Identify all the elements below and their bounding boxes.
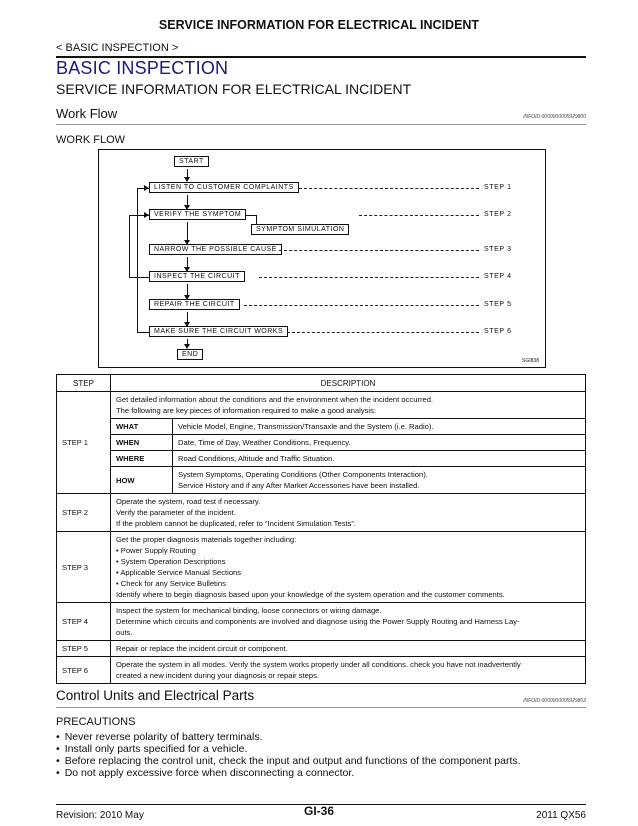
- flow-connector: [246, 215, 256, 216]
- section-subtitle: SERVICE INFORMATION FOR ELECTRICAL INCIDENT: [56, 81, 412, 97]
- table-row: [57, 392, 586, 419]
- flow-step-2: STEP 2: [484, 211, 512, 218]
- value-how-line: Service History and if any After Market Accessories have been installed.: [178, 481, 420, 490]
- list-item: • Never reverse polarity of battery terminals.: [56, 731, 521, 743]
- step-2-line: Operate the system, road test if necessary.: [116, 497, 261, 506]
- flow-loop-line: [129, 215, 130, 278]
- step-2-description: [111, 494, 586, 532]
- steps-table: [56, 374, 586, 684]
- flow-end: END: [177, 349, 203, 360]
- flow-box-narrow: NARROW THE POSSIBLE CAUSE: [149, 244, 282, 255]
- flow-box-make-sure: MAKE SURE THE CIRCUIT WORKS: [149, 326, 288, 337]
- footer-revision: Revision: 2010 May: [56, 810, 144, 821]
- flow-loop-line: [129, 277, 149, 278]
- figure-code: SGI838: [522, 358, 539, 364]
- step-5-label: STEP 5: [57, 641, 111, 657]
- precautions-list: [56, 731, 521, 779]
- step-3-line: • System Operation Descriptions: [116, 557, 226, 566]
- table-row: [57, 641, 586, 657]
- flow-box-verify: VERIFY THE SYMPTOM: [149, 209, 246, 220]
- step-5-description: Repair or replace the incident circuit or component.: [111, 641, 586, 657]
- step-4-line: Inspect the system for mechanical binding, loose connectors or wiring damage.: [116, 606, 382, 615]
- table-header-row: [57, 375, 586, 392]
- table-row: [57, 467, 586, 494]
- step-4-label: STEP 4: [57, 603, 111, 641]
- value-how-line: System Symptoms, Operating Conditions (Other Components Interaction).: [178, 470, 428, 479]
- flow-dash-line: [279, 250, 479, 251]
- step-3-line: • Check for any Service Bulletins: [116, 579, 226, 588]
- list-item: • Do not apply excessive force when disconnecting a connector.: [56, 767, 521, 779]
- table-row: [57, 532, 586, 603]
- flow-loop-line: [137, 188, 138, 333]
- flow-box-listen: LISTEN TO CUSTOMER COMPLAINTS: [149, 182, 299, 193]
- flow-start: START: [174, 156, 209, 167]
- value-where: Road Conditions, Altitude and Traffic Situation.: [173, 451, 586, 467]
- flow-loop-line: [137, 332, 149, 333]
- control-units-heading: Control Units and Electrical Parts: [56, 688, 255, 703]
- step-2-label: STEP 2: [57, 494, 111, 532]
- table-row: [57, 494, 586, 532]
- step-2-line: If the problem cannot be duplicated, refer to “Incident Simulation Tests”.: [116, 519, 357, 528]
- column-header-description: DESCRIPTION: [111, 375, 586, 392]
- key-what: WHAT: [111, 419, 173, 435]
- precautions-label: PRECAUTIONS: [56, 716, 136, 728]
- column-header-step: STEP: [57, 375, 111, 392]
- step-3-description: [111, 532, 586, 603]
- step-4-description: [111, 603, 586, 641]
- list-item: • Install only parts specified for a vehicle.: [56, 743, 521, 755]
- flow-dash-line: [287, 332, 479, 333]
- value-what: Vehicle Model, Engine, Transmission/Transaxle and the System (i.e. Radio).: [173, 419, 586, 435]
- flow-arrow: [144, 212, 149, 218]
- flow-box-simulation: SYMPTOM SIMULATION: [251, 224, 349, 235]
- step-6-line: Operate the system in all modes. Verify the system works properly under all conditions. check you have not inadvertently: [116, 660, 521, 669]
- work-flow-ref-id: INFOID:0000000005929800: [523, 114, 586, 120]
- table-row: [57, 657, 586, 684]
- list-item: • Before replacing the control unit, check the input and output and functions of the component parts.: [56, 755, 521, 767]
- step-3-line: • Power Supply Routing: [116, 546, 196, 555]
- flow-dash-line: [299, 188, 479, 189]
- table-row: [57, 603, 586, 641]
- key-how: HOW: [111, 467, 173, 494]
- flow-step-5: STEP 5: [484, 301, 512, 308]
- flow-step-4: STEP 4: [484, 273, 512, 280]
- flow-box-repair: REPAIR THE CIRCUIT: [149, 299, 240, 310]
- control-units-ref-id: INFOID:0000000005929802: [523, 698, 586, 704]
- step-3-line: Identify where to begin diagnosis based upon your knowledge of the system operation and the customer comments.: [116, 590, 505, 599]
- work-flow-diagram: [98, 149, 546, 368]
- flow-dash-line: [259, 277, 479, 278]
- control-units-divider: [56, 707, 586, 708]
- footer-model: 2011 QX56: [536, 810, 586, 821]
- step-4-line: outs.: [116, 628, 133, 637]
- flow-dash-line: [244, 305, 479, 306]
- work-flow-divider: [56, 124, 586, 125]
- flow-arrow: [144, 185, 149, 191]
- step-1-intro-line: The following are key pieces of information required to make a good analysis:: [116, 406, 377, 415]
- step-1-label: STEP 1: [57, 392, 111, 494]
- work-flow-label: WORK FLOW: [56, 134, 126, 146]
- work-flow-heading: Work Flow: [56, 106, 118, 121]
- breadcrumb: < BASIC INSPECTION >: [56, 42, 179, 54]
- step-1-intro: [111, 392, 586, 419]
- step-1-intro-line: Get detailed information about the conditions and the environment when the incident occurred.: [116, 395, 434, 404]
- flow-step-3: STEP 3: [484, 246, 512, 253]
- flow-box-inspect: INSPECT THE CIRCUIT: [149, 271, 245, 282]
- key-when: WHEN: [111, 435, 173, 451]
- step-3-line: Get the proper diagnosis materials together including:: [116, 535, 297, 544]
- table-row: [57, 451, 586, 467]
- step-3-label: STEP 3: [57, 532, 111, 603]
- value-how: [173, 467, 586, 494]
- flow-step-1: STEP 1: [484, 184, 512, 191]
- step-6-description: [111, 657, 586, 684]
- flow-step-6: STEP 6: [484, 328, 512, 335]
- section-title: BASIC INSPECTION: [56, 58, 229, 78]
- flow-dash-line: [359, 215, 479, 216]
- step-6-label: STEP 6: [57, 657, 111, 684]
- page-header-title: SERVICE INFORMATION FOR ELECTRICAL INCIDENT: [158, 18, 480, 32]
- step-2-line: Verify the parameter of the incident.: [116, 508, 236, 517]
- table-row: [57, 435, 586, 451]
- value-when: Date, Time of Day, Weather Conditions, Frequency.: [173, 435, 586, 451]
- step-3-line: • Applicable Service Manual Sections: [116, 568, 242, 577]
- footer-page-number: GI-36: [303, 804, 334, 818]
- table-row: [57, 419, 586, 435]
- step-4-line: Determine which circuits and components are involved and diagnose using the Power Supply Routing and Harness Lay-: [116, 617, 520, 626]
- key-where: WHERE: [111, 451, 173, 467]
- step-6-line: created a new incident during your diagnosis or repair steps.: [116, 671, 320, 680]
